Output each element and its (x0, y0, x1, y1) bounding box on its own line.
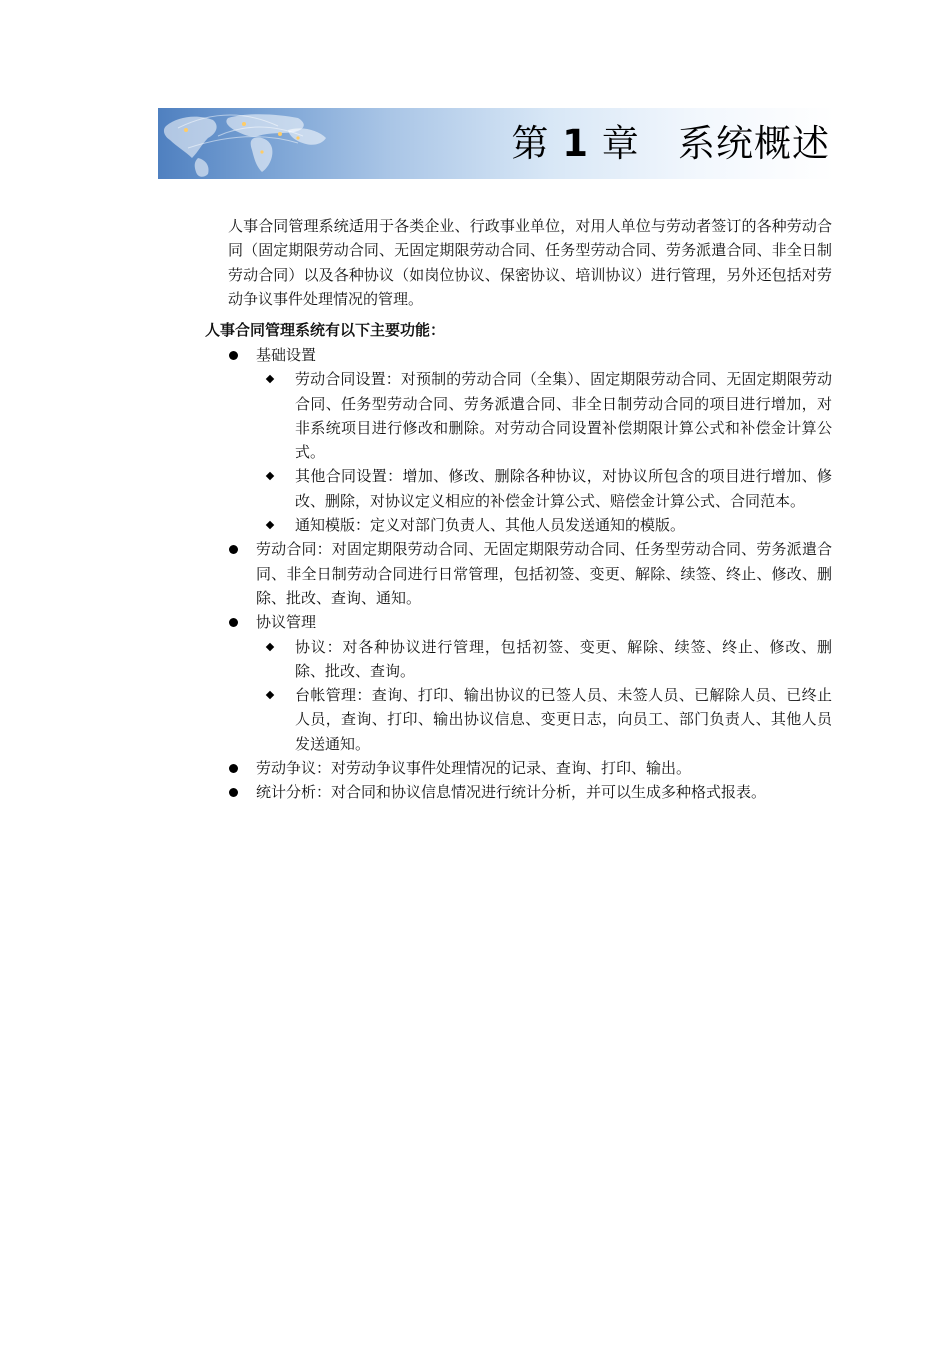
feature-subitem-text: 协议：对各种协议进行管理，包括初签、变更、解除、续签、终止、修改、删除、批改、查询。 (295, 637, 832, 680)
bullet-diamond-icon (266, 375, 274, 383)
chapter-suffix: 章 (601, 122, 640, 165)
bullet-diamond-icon (266, 472, 274, 480)
intro-paragraph (228, 214, 832, 311)
chapter-name: 系统概述 (678, 122, 830, 165)
feature-item (228, 780, 832, 804)
feature-subitem-text: 其他合同设置：增加、修改、删除各种协议，对协议所包含的项目进行增加、修改、删除，对协议定义相应的补偿金计算公式、赔偿金计算公式、合同范本。 (295, 467, 832, 510)
bullet-diamond-icon (266, 521, 274, 529)
feature-sublist (256, 367, 832, 537)
feature-text: 劳动合同：对固定期限劳动合同、无固定期限劳动合同、任务型劳动合同、劳务派遣合同、非全日制劳动合同进行日常管理，包括初签、变更、解除、续签、终止、修改、删除、批改、查询、通知。 (256, 540, 832, 607)
bullet-dot-icon (229, 764, 238, 773)
feature-item (228, 343, 832, 537)
feature-item (228, 537, 832, 610)
feature-text: 统计分析：对合同和协议信息情况进行统计分析，并可以生成多种格式报表。 (256, 783, 767, 802)
bullet-dot-icon (229, 618, 238, 627)
feature-text: 基础设置 (256, 346, 317, 364)
feature-item (228, 756, 832, 780)
chapter-banner (158, 108, 834, 179)
bullet-dot-icon (229, 788, 238, 797)
feature-subitem (256, 635, 832, 684)
feature-text: 协议管理 (256, 613, 317, 632)
feature-text: 劳动争议：对劳动争议事件处理情况的记录、查询、打印、输出。 (256, 759, 692, 778)
feature-subitem-text: 台帐管理：查询、打印、输出协议的已签人员、未签人员、已解除人员、已终止人员，查询、打印、输出协议信息、变更日志，向员工、部门负责人、其他人员发送通知。 (295, 686, 832, 753)
feature-subitem-text: 劳动合同设置：对预制的劳动合同（全集）、固定期限劳动合同、无固定期限劳动合同、任务型劳动合同、劳务派遣合同、非全日制劳动合同的项目进行增加，对非系统项目进行修改和删除。对劳动合同设置补偿期限计算公式和补偿金计算公式。 (295, 370, 832, 462)
chapter-number: 1 (562, 122, 589, 165)
bullet-dot-icon (229, 351, 238, 360)
feature-subitem (256, 513, 832, 537)
bullet-diamond-icon (266, 642, 274, 650)
feature-item (228, 610, 832, 756)
bullet-diamond-icon (266, 691, 274, 699)
features-heading: 人事合同管理系统有以下主要功能： (205, 321, 446, 339)
chapter-title (511, 120, 830, 168)
feature-list (228, 343, 832, 805)
chapter-prefix: 第 (511, 122, 550, 165)
feature-subitem (256, 367, 832, 464)
intro-text: 人事合同管理系统适用于各类企业、行政事业单位，对用人单位与劳动者签订的各种劳动合同（固定期限劳动合同、无固定期限劳动合同、任务型劳动合同、劳务派遣合同、非全日制劳动合同）以及各种协议（如岗位协议、保密协议、培训协议）进行管理，另外还包括对劳动争议事件处理情况的管理。 (228, 217, 832, 308)
feature-subitem (256, 683, 832, 756)
feature-sublist (256, 635, 832, 756)
feature-subitem-text: 通知模版：定义对部门负责人、其他人员发送通知的模版。 (295, 516, 686, 535)
bullet-dot-icon (229, 545, 238, 554)
feature-subitem (256, 464, 832, 513)
